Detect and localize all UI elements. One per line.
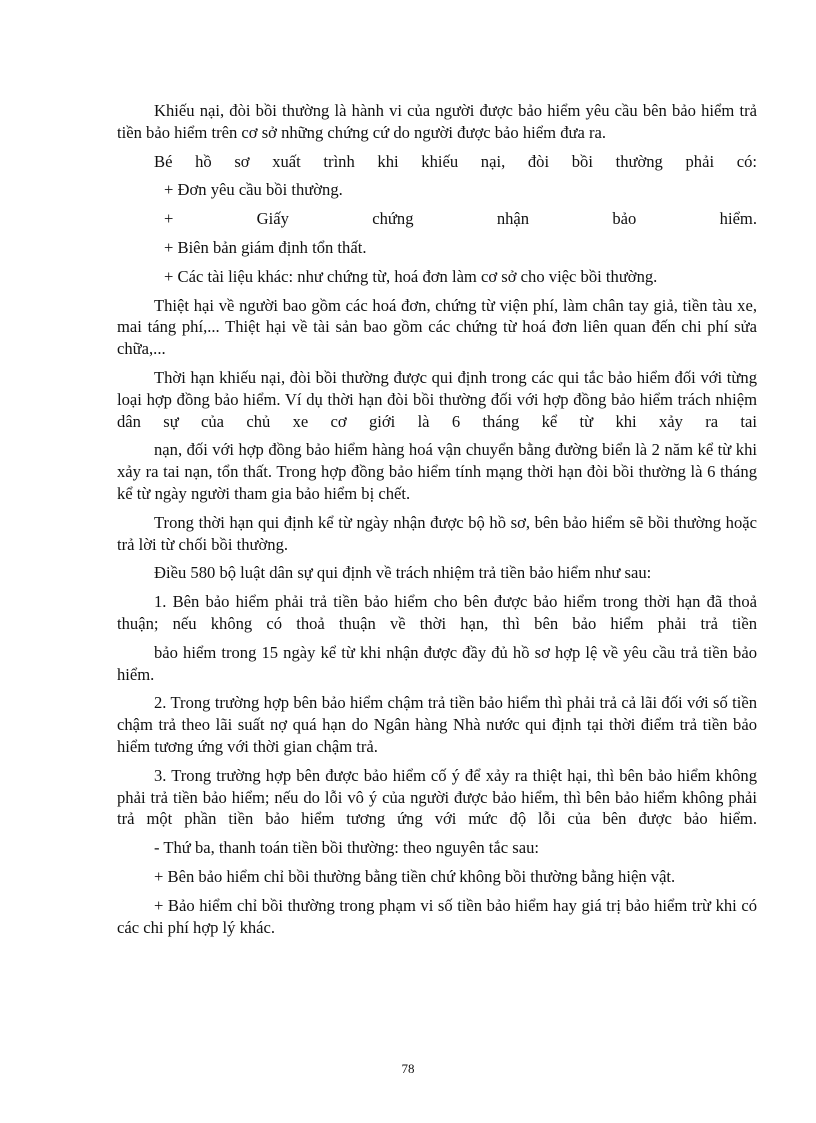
list-item-cash-only: + Bên bảo hiểm chỉ bồi thường bằng tiền chứ không bồi thường bằng hiện vật. xyxy=(154,866,676,886)
paragraph-clause-1-cont: bảo hiểm trong 15 ngày kể từ khi nhận được đầy đủ hồ sơ hợp lệ về yêu cầu trả tiền bảo hiểm. xyxy=(117,642,757,684)
paragraph-payment-principle: - Thứ ba, thanh toán tiền bồi thường: theo nguyên tắc sau: xyxy=(154,838,539,858)
list-item-assessment-report: + Biên bản giám định tổn thất. xyxy=(164,237,367,257)
paragraph-claim-deadline: Thời hạn khiếu nại, đòi bồi thường được qui định trong các qui tắc bảo hiểm đối với từng loại hợp đồng bảo hiểm. Ví dụ thời hạn đòi bồi thường đối với hợp đồng bảo hiểm trách nhiệm dân sự của chủ xe cơ giới là 6 tháng kể từ khi xảy ra tai xyxy=(117,367,757,431)
page-body xyxy=(117,100,757,945)
list-item-other-documents: + Các tài liệu khác: như chứng từ, hoá đơn làm cơ sở cho việc bồi thường. xyxy=(164,266,658,286)
paragraph-response-period: Trong thời hạn qui định kể từ ngày nhận được bộ hồ sơ, bên bảo hiểm sẽ bồi thường hoặc trả lời từ chối bồi thường. xyxy=(117,512,757,554)
list-item-claim-form: + Đơn yêu cầu bồi thường. xyxy=(164,180,343,200)
paragraph-clause-1: 1. Bên bảo hiểm phải trả tiền bảo hiểm cho bên được bảo hiểm trong thời hạn đã thoả thuận; nếu không có thoả thuận về thời hạn, thì bên bảo hiểm phải trả tiền xyxy=(117,592,757,633)
page-number: 78 xyxy=(401,1061,415,1076)
paragraph-damage-types: Thiệt hại về người bao gồm các hoá đơn, chứng từ viện phí, làm chân tay giả, tiền tàu xe, mai táng phí,... Thiệt hại về tài sản bao gồm các chứng từ hoá đơn liên quan đến chi phí sửa chữa,... xyxy=(117,295,757,359)
paragraph-clause-3: 3. Trong trường hợp bên được bảo hiểm cố ý để xảy ra thiệt hại, thì bên bảo hiểm không phải trả tiền bảo hiểm; nếu do lỗi vô ý của người được bảo hiểm, thì bên bảo hiểm không phải trả một phần tiền bảo hiểm tương ứng với mức độ lỗi của bên được bảo hiểm. xyxy=(117,765,757,829)
paragraph-claim-definition: Khiếu nại, đòi bồi thường là hành vi của người được bảo hiểm yêu cầu bên bảo hiểm trả tiền bảo hiểm trên cơ sở những chứng cứ do người được bảo hiểm đưa ra. xyxy=(117,101,757,142)
list-item-sum-insured-limit: + Bảo hiểm chỉ bồi thường trong phạm vi số tiền bảo hiểm hay giá trị bảo hiểm trừ khi có các chi phí hợp lý khác. xyxy=(117,895,757,937)
paragraph-dossier-intro: Bé hồ sơ xuất trình khi khiếu nại, đòi bồi thường phải có: xyxy=(154,151,757,171)
paragraph-article-580: Điều 580 bộ luật dân sự qui định về trách nhiệm trả tiền bảo hiểm như sau: xyxy=(154,563,652,583)
list-item-certificate: + Giấy chứng nhận bảo hiểm. xyxy=(164,209,757,229)
paragraph-clause-2: 2. Trong trường hợp bên bảo hiểm chậm trả tiền bảo hiểm thì phải trả cả lãi đối với số tiền chậm trả theo lãi suất nợ quá hạn do Ngân hàng Nhà nước qui định tại thời điểm trả tiền bảo hiểm tương ứng với thời gian chậm trả. xyxy=(117,693,757,756)
paragraph-claim-deadline-cont: nạn, đối với hợp đồng bảo hiểm hàng hoá vận chuyển bằng đường biển là 2 năm kể từ khi xảy ra tai nạn, tổn thất. Trong hợp đồng bảo hiểm tính mạng thời hạn đòi bồi thường là 6 tháng kể từ ngày người tham gia bảo hiểm bị chết. xyxy=(117,440,757,503)
